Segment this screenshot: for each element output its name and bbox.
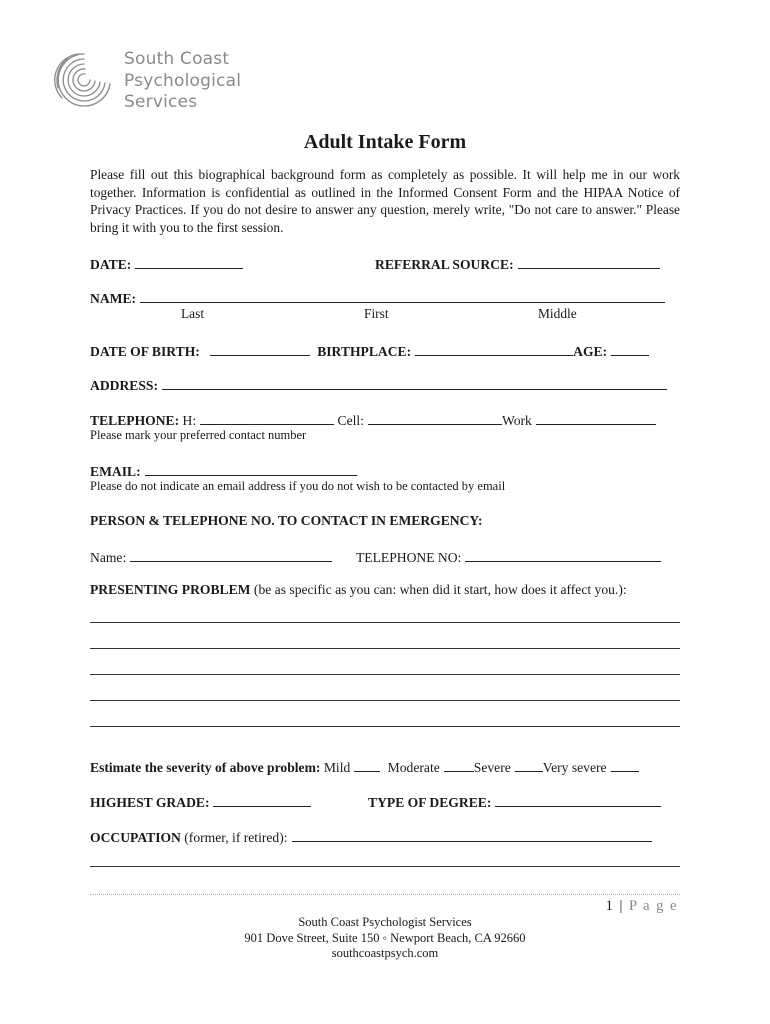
- severity-very-label: Very severe: [542, 760, 607, 775]
- degree-row: [368, 792, 661, 811]
- emergency-name-field[interactable]: [130, 547, 332, 562]
- degree-field[interactable]: [495, 792, 661, 807]
- name-field[interactable]: [140, 288, 665, 303]
- dob-label: DATE OF BIRTH:: [90, 344, 200, 359]
- tel-home-field[interactable]: [200, 410, 334, 425]
- page-number-value: 1: [605, 898, 615, 914]
- logo-wordmark: [124, 49, 241, 114]
- page-number: [606, 898, 678, 915]
- intro-paragraph: Please fill out this biographical background form as completely as possible. It will help me in our work together. Information is confidential as outlined in the Informed Consent Form and the HIPAA Notice of Privacy Practices. If you do not desire to answer any question, merely write, "Do not care to answer." Please bring it with you to the first session.: [90, 167, 680, 235]
- age-field[interactable]: [611, 341, 649, 356]
- severity-mild-label: Mild: [323, 760, 351, 775]
- occupation-hint: (former, if retired):: [184, 830, 288, 845]
- email-note: Please do not indicate an email address if you do not wish to be contacted by email: [90, 479, 506, 493]
- occupation-row: [90, 827, 652, 846]
- grade-label: HIGHEST GRADE:: [90, 795, 210, 810]
- emergency-heading: PERSON & TELEPHONE NO. TO CONTACT IN EMERGENCY:: [90, 513, 483, 528]
- severity-label: Estimate the severity of above problem:: [90, 760, 321, 775]
- address-label: ADDRESS:: [90, 378, 158, 393]
- email-label: EMAIL:: [90, 464, 141, 479]
- telephone-label: TELEPHONE:: [90, 413, 180, 428]
- email-row: [90, 461, 357, 480]
- referral-label: REFERRAL SOURCE:: [375, 257, 514, 272]
- logo-line-2: Psychological: [124, 70, 242, 91]
- footer-website: southcoastpsych.com: [331, 946, 439, 960]
- date-label: DATE:: [90, 257, 132, 272]
- severity-severe-label: Severe: [473, 760, 511, 775]
- logo-line-1: South Coast: [124, 49, 230, 69]
- address-field[interactable]: [162, 375, 667, 390]
- email-field[interactable]: [145, 461, 357, 476]
- referral-row: [375, 254, 660, 273]
- severity-very-field[interactable]: [611, 757, 639, 772]
- name-row: [90, 288, 665, 307]
- presenting-line-5[interactable]: [90, 726, 680, 727]
- spiral-logo-icon: [54, 48, 112, 112]
- footer-address: 901 Dove Street, Suite 150 ◦ Newport Beach, CA 92660: [244, 931, 526, 945]
- emergency-name-row: [90, 547, 332, 566]
- logo-line-3: Services: [124, 92, 198, 112]
- presenting-line-3[interactable]: [90, 674, 680, 675]
- dob-field[interactable]: [210, 341, 310, 356]
- footer-divider: [90, 894, 680, 895]
- occupation-field[interactable]: [292, 827, 652, 842]
- name-last-caption: Last: [181, 306, 205, 321]
- tel-cell-field[interactable]: [368, 410, 502, 425]
- presenting-line-4[interactable]: [90, 700, 680, 701]
- tel-work-field[interactable]: [536, 410, 656, 425]
- presenting-label: PRESENTING PROBLEM: [90, 582, 251, 597]
- page-number-sep: |: [619, 898, 624, 914]
- severity-row: [90, 757, 639, 776]
- severity-moderate-field[interactable]: [444, 757, 474, 772]
- emergency-name-label: Name:: [90, 550, 127, 565]
- occupation-line-2[interactable]: [90, 866, 680, 867]
- severity-severe-field[interactable]: [515, 757, 543, 772]
- emergency-tel-row: [356, 547, 661, 566]
- age-label: AGE:: [573, 344, 608, 359]
- address-row: [90, 375, 667, 394]
- dob-row: [90, 341, 649, 360]
- birthplace-label: BIRTHPLACE:: [317, 344, 412, 359]
- presenting-line-1[interactable]: [90, 622, 680, 623]
- telephone-note: Please mark your preferred contact number: [90, 428, 307, 442]
- telephone-row: [90, 410, 656, 429]
- presenting-line-2[interactable]: [90, 648, 680, 649]
- date-field[interactable]: [135, 254, 243, 269]
- occupation-label: OCCUPATION: [90, 830, 181, 845]
- grade-field[interactable]: [213, 792, 311, 807]
- presenting-hint: (be as specific as you can: when did it start, how does it affect you.):: [253, 582, 627, 597]
- name-middle-caption: Middle: [538, 306, 577, 321]
- footer-org: South Coast Psychologist Services: [298, 915, 472, 929]
- name-label: NAME:: [90, 291, 137, 306]
- emergency-tel-field[interactable]: [465, 547, 661, 562]
- page-number-label: P a g e: [628, 898, 678, 914]
- referral-field[interactable]: [518, 254, 660, 269]
- page-title: Adult Intake Form: [303, 131, 467, 153]
- severity-mild-field[interactable]: [354, 757, 380, 772]
- name-first-caption: First: [364, 306, 389, 321]
- emergency-tel-label: TELEPHONE NO:: [356, 550, 462, 565]
- degree-label: TYPE OF DEGREE:: [368, 795, 492, 810]
- date-row: [90, 254, 243, 273]
- tel-home-label: H:: [182, 413, 197, 428]
- grade-row: [90, 792, 311, 811]
- birthplace-field[interactable]: [415, 341, 573, 356]
- presenting-row: [90, 582, 627, 598]
- tel-cell-label: Cell:: [337, 413, 364, 428]
- severity-moderate-label: Moderate: [387, 760, 440, 775]
- tel-work-label: Work: [501, 413, 532, 428]
